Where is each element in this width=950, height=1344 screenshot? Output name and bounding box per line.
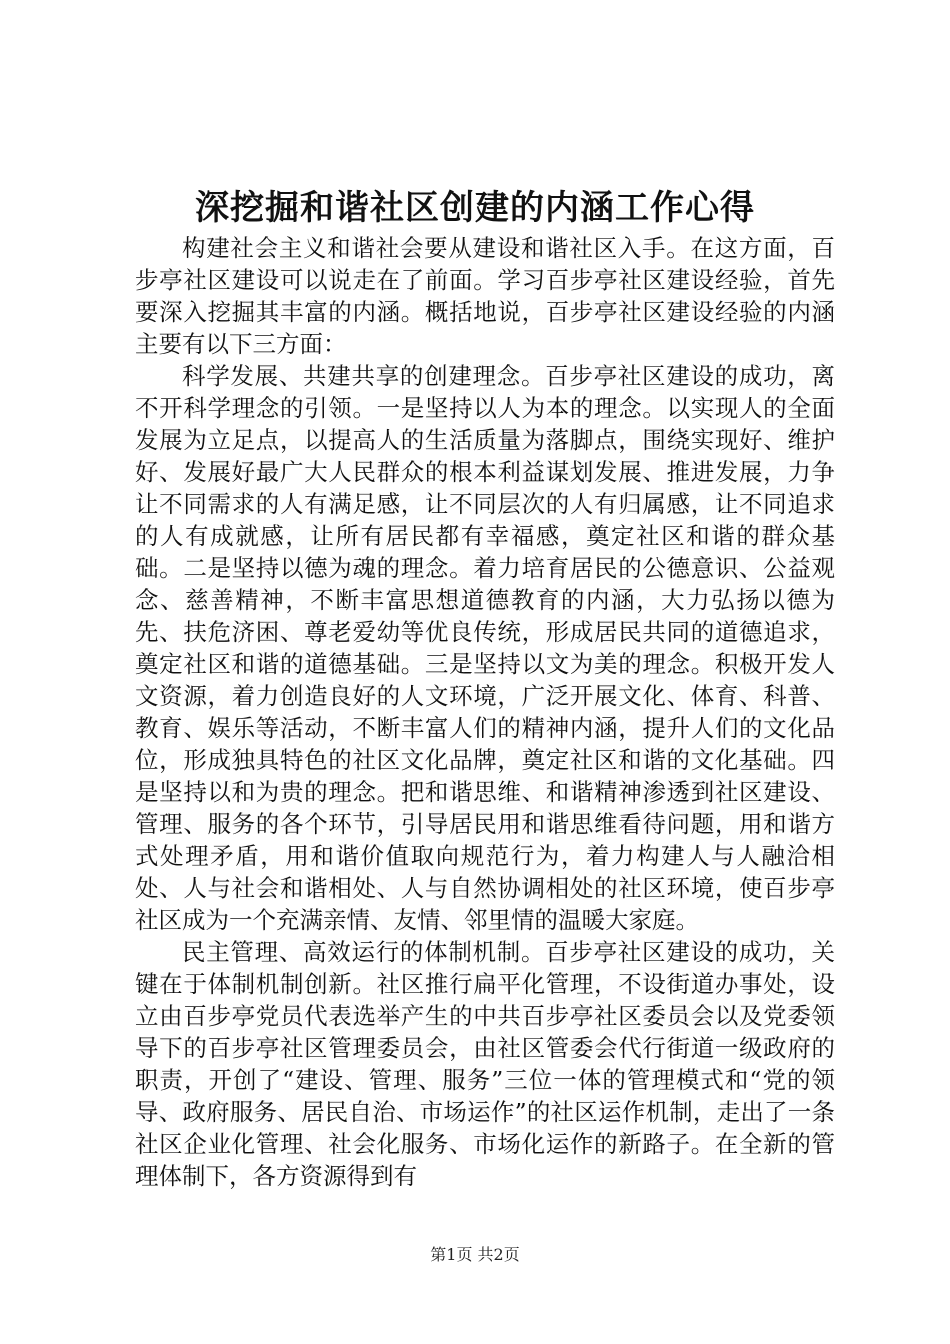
page-footer: 第1页 共2页 xyxy=(430,1245,520,1264)
paragraph-intro: 构建社会主义和谐社会要从建设和谐社区入手。在这方面，百步亭社区建设可以说走在了前面。学习百步亭社区建设经验，首先要深入挖掘其丰富的内涵。概括地说，百步亭社区建设经验的内涵主要有以下三方面： xyxy=(135,234,835,358)
document-title: 深挖掘和谐社区创建的内涵工作心得 xyxy=(195,188,755,228)
paragraph-concept: 科学发展、共建共享的创建理念。百步亭社区建设的成功，离不开科学理念的引领。一是坚持以人为本的理念。以实现人的全面发展为立足点，以提高人的生活质量为落脚点，围绕实现好、维护好、发展好最广大人民群众的根本利益谋划发展、推进发展，力争让不同需求的人有满足感，让不同层次的人有归属感，让不同追求的人有成就感，让所有居民都有幸福感，奠定社区和谐的群众基础。二是坚持以德为魂的理念。着力培育居民的公德意识、公益观念、慈善精神，不断丰富思想道德教育的内涵，大力弘扬以德为先、扶危济困、尊老爱幼等优良传统，形成居民共同的道德追求，奠定社区和谐的道德基础。三是坚持以文为美的理念。积极开发人文资源，着力创造良好的人文环境，广泛开展文化、体育、科普、教育、娱乐等活动，不断丰富人们的精神内涵，提升人们的文化品位，形成独具特色的社区文化品牌，奠定社区和谐的文化基础。四是坚持以和为贵的理念。把和谐思维、和谐精神渗透到社区建设、管理、服务的各个环节，引导居民用和谐思维看待问题，用和谐方式处理矛盾，用和谐价值取向规范行为，着力构建人与人融洽相处、人与社会和谐相处、人与自然协调相处的社区环境，使百步亭社区成为一个充满亲情、友情、邻里情的温暖大家庭。 xyxy=(135,362,835,934)
paragraph-mechanism: 民主管理、高效运行的体制机制。百步亭社区建设的成功，关键在于体制机制创新。社区推行扁平化管理，不设街道办事处，设立由百步亭党员代表选举产生的中共百步亭社区委员会以及党委领导下的百步亭社区管理委员会，由社区管委会代行街道一级政府的职责，开创了“建设、管理、服务”三位一体的管理模式和“党的领导、政府服务、居民自治、市场运作”的社区运作机制，走出了一条社区企业化管理、社会化服务、市场化运作的新路子。在全新的管理体制下，各方资源得到有 xyxy=(135,938,835,1190)
document-body xyxy=(135,232,835,1192)
